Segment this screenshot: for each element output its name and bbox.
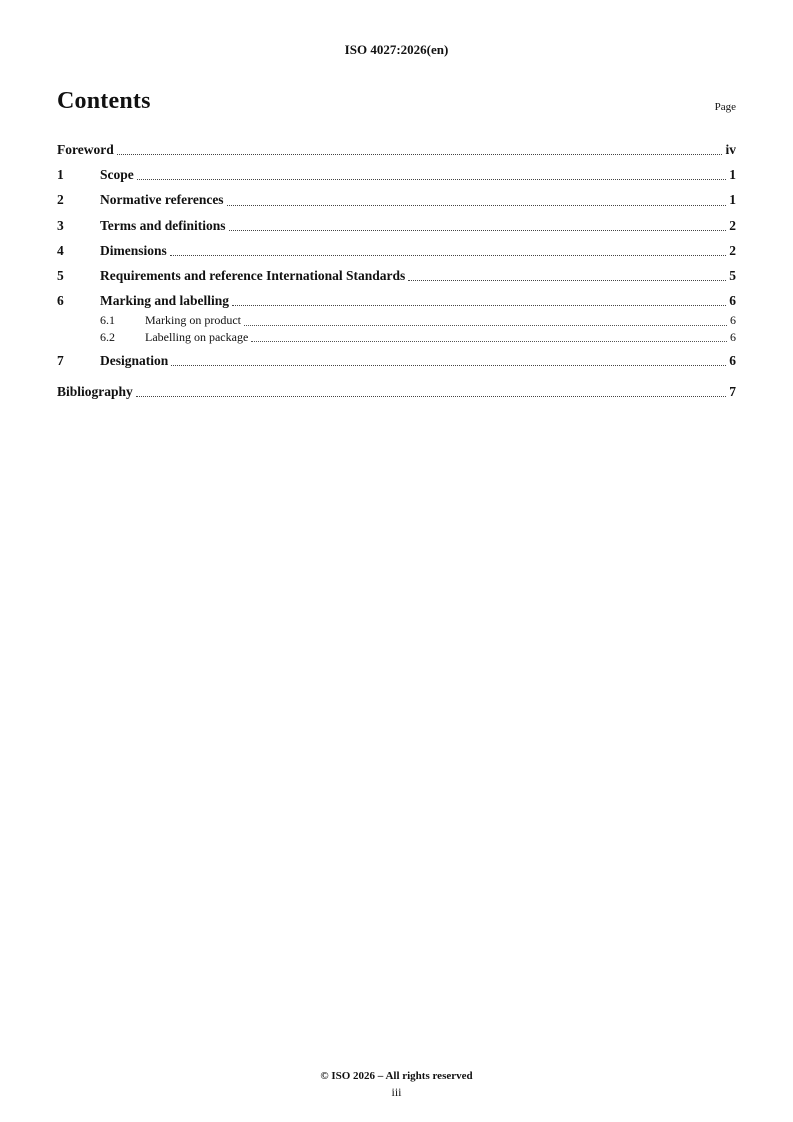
toc-entry-number: 6.1 [100,313,115,328]
toc-entry-page: 6 [729,353,736,369]
dotted-leader [251,341,727,342]
toc-entry-dimensions[interactable] [57,243,736,259]
toc-entry-number: 7 [57,353,64,369]
toc-entry-page: 6 [729,293,736,309]
copyright-notice: © ISO 2026 – All rights reserved [320,1070,473,1082]
toc-entry-page: 1 [729,167,736,183]
page-footer [0,1070,793,1100]
contents-header [57,88,736,115]
toc-entry-page: 1 [729,192,736,208]
dotted-leader [136,396,726,397]
dotted-leader [170,255,726,256]
dotted-leader [227,205,727,206]
toc-entry-number: 6 [57,293,64,309]
toc-entry-number: 1 [57,167,64,183]
dotted-leader [244,325,727,326]
toc-entry-number: 5 [57,267,64,283]
toc-entry-designation[interactable] [57,353,736,369]
toc-entry-label: Normative references [100,192,224,208]
toc-entry-label: Labelling on package [145,329,249,344]
toc-entry-foreword[interactable] [57,142,736,158]
toc-entry-bibliography[interactable] [57,384,736,400]
toc-entry-number: 6.2 [100,329,115,344]
toc-entry-label: Marking on product [145,313,241,328]
page-column-label: Page [714,101,736,113]
toc-entry-label: Designation [100,353,169,369]
toc-entry-number: 2 [57,192,64,208]
document-id-header: ISO 4027:2026(en) [344,42,449,57]
contents-title: Contents [57,88,151,114]
toc-entry-label: Dimensions [100,242,167,258]
toc-entry-page: 6 [730,313,736,328]
toc-entry-page: 6 [730,329,736,344]
toc-entry-page: 2 [729,242,736,258]
dotted-leader [229,230,727,231]
toc-entry-labelling-on-package[interactable] [57,330,736,344]
toc-entry-marking-on-product[interactable] [57,313,736,327]
dotted-leader [408,280,726,281]
toc-entry-normative-references[interactable] [57,192,736,208]
toc-entry-page: 2 [729,217,736,233]
dotted-leader [117,154,723,155]
toc-entry-label: Marking and labelling [100,293,230,309]
toc-entry-label: Terms and definitions [100,217,226,233]
toc-entry-page: 5 [729,267,736,283]
dotted-leader [137,179,727,180]
toc-entry-marking-and-labelling[interactable] [57,293,736,309]
toc-entry-label: Scope [100,167,134,183]
toc-entry-requirements[interactable] [57,268,736,284]
toc-entry-scope[interactable] [57,167,736,183]
document-page [0,0,793,400]
toc-entry-number: 3 [57,217,64,233]
toc-entry-label: Foreword [57,142,114,157]
toc-entry-label: Bibliography [57,384,133,400]
page-number: iii [391,1085,402,1099]
toc-entry-number: 4 [57,242,64,258]
dotted-leader [232,305,726,306]
toc-entry-terms-and-definitions[interactable] [57,218,736,234]
toc-entry-label: Requirements and reference International Standards [100,267,406,283]
toc-entry-page: 7 [729,384,736,400]
dotted-leader [171,365,726,366]
table-of-contents [57,142,736,400]
toc-entry-page: iv [725,142,736,157]
